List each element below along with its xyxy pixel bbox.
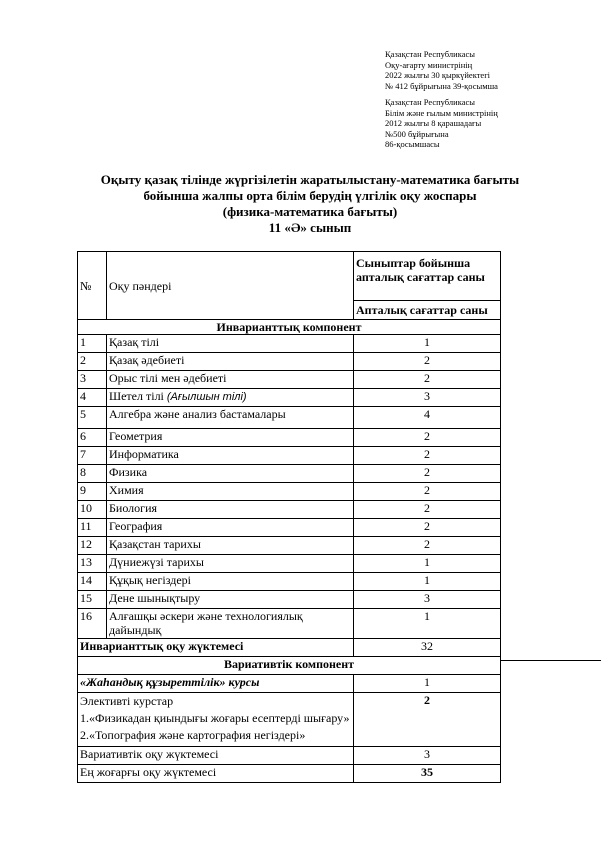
document-title: [60, 172, 560, 236]
subject-label: Орыс тілі мен әдебиеті: [109, 371, 227, 385]
electives-row: [78, 693, 501, 747]
weekly-hours: 1: [354, 335, 501, 353]
table-row: [78, 591, 501, 609]
subject-name: [107, 353, 354, 371]
header-weekly-hours: Апталық сағаттар саны: [354, 301, 501, 320]
header-num: №: [78, 252, 107, 320]
global-course-label: «Жаһандық құзыреттілік» курсы: [78, 675, 354, 693]
subject-name: [107, 537, 354, 555]
subject-label: Физика: [109, 465, 148, 479]
global-course-row: [78, 675, 501, 693]
row-number: 10: [78, 501, 107, 519]
approval-note-2: [385, 97, 498, 150]
subject-label: Дене шынықтыру: [109, 591, 201, 605]
invariant-section-title: Инварианттық компонент: [78, 320, 501, 335]
subject-name: [107, 555, 354, 573]
row-number: 2: [78, 353, 107, 371]
row-number: 9: [78, 483, 107, 501]
divider-line: [501, 660, 601, 661]
table-row: [78, 335, 501, 353]
weekly-hours: 1: [354, 609, 501, 639]
invariant-load-label: Инварианттық оқу жүктемесі: [78, 639, 354, 657]
title-line: бойынша жалпы орта білім берудің үлгілік оқу жоспары: [143, 188, 477, 203]
row-number: 16: [78, 609, 107, 639]
row-number: 15: [78, 591, 107, 609]
table-row: [78, 537, 501, 555]
approval-line: Қазақстан Республикасы: [385, 97, 475, 107]
approval-line: №500 бұйрығына: [385, 128, 449, 139]
electives-cell: [78, 693, 354, 747]
weekly-hours: 2: [354, 465, 501, 483]
variative-load-row: [78, 747, 501, 765]
global-course-hours: 1: [354, 675, 501, 693]
table-row: [78, 353, 501, 371]
subject-note: (Ағылшын тілі): [166, 391, 247, 403]
subject-name: [107, 407, 354, 429]
header-weekly-hours-by-class: Сыныптар бойынша апталық сағаттар саны: [354, 252, 501, 301]
subject-name: [107, 573, 354, 591]
variative-load-hours: 3: [354, 747, 501, 765]
row-number: 14: [78, 573, 107, 591]
weekly-hours: 2: [354, 447, 501, 465]
table-row: [78, 573, 501, 591]
subject-label: Алгебра және анализ бастамалары: [109, 407, 286, 421]
approval-line: № 412 бұйрығына 39-қосымша: [385, 80, 498, 91]
table-row: [78, 429, 501, 447]
subject-label: Құқық негіздері: [109, 573, 192, 587]
subject-name: [107, 483, 354, 501]
subject-name: [107, 371, 354, 389]
weekly-hours: 2: [354, 483, 501, 501]
section-row: [78, 320, 501, 335]
section-row: [78, 657, 501, 675]
invariant-load-row: [78, 639, 501, 657]
table-row: [78, 407, 501, 429]
subject-label: География: [109, 519, 163, 533]
subject-name: [107, 519, 354, 537]
weekly-hours: 4: [354, 407, 501, 429]
title-line: (физика-математика бағыты): [222, 204, 398, 219]
approval-line: 2012 жылғы 8 қарашадағы: [385, 118, 482, 128]
title-line: 11 «Ә» сынып: [268, 220, 352, 235]
table-row: [78, 555, 501, 573]
subject-label: Геометрия: [109, 429, 163, 443]
header-row: [78, 252, 501, 301]
table-row: [78, 371, 501, 389]
weekly-hours: 2: [354, 429, 501, 447]
table-row: [78, 389, 501, 407]
table-row: [78, 483, 501, 501]
subject-label: Қазақ әдебиеті: [109, 353, 185, 367]
subject-name: [107, 501, 354, 519]
table-row: [78, 609, 501, 639]
table-row: [78, 519, 501, 537]
row-number: 7: [78, 447, 107, 465]
electives-hours: 2: [354, 693, 501, 747]
subject-name: [107, 389, 354, 407]
subject-label: Информатика: [109, 447, 179, 461]
max-load-hours: 35: [354, 765, 501, 783]
approval-line: Білім және ғылым министрінің: [385, 107, 498, 118]
weekly-hours: 2: [354, 371, 501, 389]
weekly-hours: 1: [354, 555, 501, 573]
table-row: [78, 447, 501, 465]
subject-name: [107, 447, 354, 465]
weekly-hours: 2: [354, 519, 501, 537]
variative-section-title: Вариативтік компонент: [78, 657, 501, 675]
invariant-load-hours: 32: [354, 639, 501, 657]
subject-name: [107, 609, 354, 639]
subject-name: [107, 335, 354, 353]
row-number: 5: [78, 407, 107, 429]
row-number: 12: [78, 537, 107, 555]
approval-note-1: [385, 49, 498, 91]
curriculum-table: [77, 251, 501, 783]
subject-name: [107, 591, 354, 609]
electives-label: Элективті курстар: [80, 694, 174, 708]
subject-name: [107, 465, 354, 483]
max-load-row: [78, 765, 501, 783]
weekly-hours: 3: [354, 389, 501, 407]
table-row: [78, 501, 501, 519]
row-number: 8: [78, 465, 107, 483]
variative-load-label: Вариативтік оқу жүктемесі: [78, 747, 354, 765]
approval-line: 2022 жылғы 30 қыркүйектегі: [385, 70, 491, 80]
subject-label: Алғашқы әскери және технологиялық дайындық: [109, 609, 303, 637]
weekly-hours: 2: [354, 537, 501, 555]
title-line: Оқыту қазақ тілінде жүргізілетін жаратылыстану-математика бағыты: [100, 172, 520, 187]
approval-line: Қазақстан Республикасы: [385, 49, 475, 59]
approval-line: 86-қосымшасы: [385, 139, 440, 149]
elective-item: 1.«Физикадан қиындығы жоғары есептерді шығару»: [80, 711, 350, 725]
subject-name: [107, 429, 354, 447]
weekly-hours: 1: [354, 573, 501, 591]
subject-label: Дүниежүзі тарихы: [109, 555, 204, 569]
table-row: [78, 465, 501, 483]
row-number: 13: [78, 555, 107, 573]
approval-line: Оқу-ағарту министрінің: [385, 59, 473, 70]
weekly-hours: 3: [354, 591, 501, 609]
subject-label: Қазақстан тарихы: [109, 537, 201, 551]
row-number: 1: [78, 335, 107, 353]
row-number: 4: [78, 389, 107, 407]
weekly-hours: 2: [354, 501, 501, 519]
max-load-label: Ең жоғарғы оқу жүктемесі: [78, 765, 354, 783]
elective-item: 2.«Топография және картография негіздері»: [80, 728, 306, 742]
subject-label: Қазақ тілі: [109, 335, 160, 349]
row-number: 6: [78, 429, 107, 447]
weekly-hours: 2: [354, 353, 501, 371]
row-number: 11: [78, 519, 107, 537]
row-number: 3: [78, 371, 107, 389]
subject-label: Химия: [109, 483, 144, 497]
subject-label: Биология: [109, 501, 158, 515]
subject-label: Шетел тілі: [109, 389, 164, 403]
header-subject: Оқу пәндері: [107, 252, 354, 320]
